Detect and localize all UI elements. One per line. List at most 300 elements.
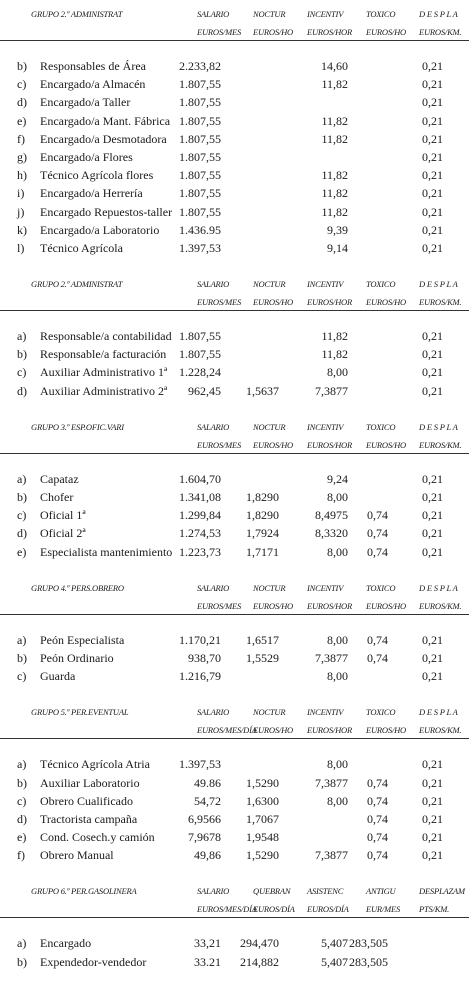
column-header: QUEBRAN <box>253 886 291 897</box>
row-value: 0,21 <box>422 168 443 183</box>
row-value: 8,00 <box>327 632 348 647</box>
row-value: 1.807,55 <box>179 186 221 201</box>
row-value: 8,4975 <box>315 508 348 523</box>
column-header: SALARIO <box>197 421 230 432</box>
row-value: 1.807,55 <box>179 131 221 146</box>
group-title: GRUPO 2.º ADMINISTRAT <box>31 9 123 19</box>
row-value: 0,21 <box>422 490 443 504</box>
row-value: 0,21 <box>422 131 443 146</box>
table-row <box>0 345 469 363</box>
group-header <box>0 270 469 314</box>
row-letter: d) <box>17 383 27 398</box>
column-unit: EUROS/KM. <box>419 725 462 736</box>
spacer <box>0 864 469 877</box>
column-unit: EUROS/HO <box>366 600 406 611</box>
row-value: 8,00 <box>327 793 348 808</box>
group-section <box>0 698 469 877</box>
table-row <box>0 953 469 971</box>
column-header: D E S P L A <box>419 279 458 290</box>
row-value: 49.86 <box>194 775 221 790</box>
row-value: 1.807,55 <box>179 329 221 344</box>
row-category: Auxiliar Administrativo 1ª <box>40 365 168 380</box>
column-unit: EUROS/DÍA <box>253 904 295 915</box>
row-category: Técnico Agrícola Atria <box>40 757 150 772</box>
row-category: Peón Especialista <box>40 632 125 647</box>
spacer <box>0 921 469 934</box>
header-rule <box>0 917 469 918</box>
row-value: 49,86 <box>194 848 221 863</box>
column-unit: EUROS/KM. <box>419 439 462 450</box>
row-value: 11,82 <box>321 77 348 92</box>
table-row <box>0 631 469 649</box>
row-value: 1.299,84 <box>179 508 221 523</box>
row-value: 0,21 <box>422 526 443 541</box>
column-header: TOXICO <box>366 421 396 432</box>
table-row <box>0 792 469 810</box>
row-letter: a) <box>17 757 27 772</box>
row-category: Encargado/a Almacén <box>40 77 146 92</box>
column-header: INCENTIV <box>307 421 344 432</box>
spacer <box>0 561 469 574</box>
row-value: 8,00 <box>327 757 348 772</box>
row-value: 33,21 <box>194 936 221 951</box>
column-unit: EUROS/HOR <box>307 27 352 37</box>
row-category: Auxiliar Laboratorio <box>40 775 140 790</box>
table-row <box>0 543 469 561</box>
group-header <box>0 413 469 457</box>
group-header <box>0 698 469 742</box>
group-section <box>0 0 469 270</box>
row-value: 11,82 <box>321 113 348 128</box>
row-value: 1,5529 <box>246 650 279 665</box>
row-value: 8,00 <box>327 544 348 559</box>
header-rule <box>0 453 469 454</box>
row-value: 0,21 <box>422 383 443 398</box>
column-header: D E S P L A <box>419 9 458 19</box>
column-unit: EUROS/HOR <box>307 439 352 450</box>
column-unit: EUROS/HOR <box>307 297 352 308</box>
row-value: 5,407 <box>321 954 348 969</box>
row-value: 11,82 <box>321 347 348 362</box>
column-header: TOXICO <box>366 582 396 593</box>
row-value: 8,00 <box>327 365 348 380</box>
row-letter: b) <box>17 954 27 969</box>
column-unit: EUROS/MES/DÍA <box>197 725 257 736</box>
row-category: Tractorista campaña <box>40 811 138 826</box>
row-value: 0,74 <box>367 508 388 523</box>
row-value: 0,74 <box>367 650 388 665</box>
column-header: D E S P L A <box>419 421 458 432</box>
column-unit: EUROS/HOR <box>307 725 352 736</box>
table-row <box>0 382 469 400</box>
group-section <box>0 877 469 983</box>
table-row <box>0 130 469 148</box>
header-rule <box>0 40 469 41</box>
group-section <box>0 574 469 699</box>
table-row <box>0 148 469 166</box>
row-letter: c) <box>17 508 27 523</box>
column-header: D E S P L A <box>419 707 458 718</box>
row-value: 0,21 <box>422 757 443 772</box>
row-value: 1.274,53 <box>179 526 221 541</box>
table-row <box>0 327 469 345</box>
row-value: 0,21 <box>422 793 443 808</box>
row-category: Auxiliar Administrativo 2ª <box>40 383 168 398</box>
column-header: ASISTENC <box>307 886 344 897</box>
spacer <box>0 314 469 327</box>
column-unit: EUROS/HO <box>253 725 293 736</box>
row-value: 1,6300 <box>246 793 279 808</box>
row-category: Encargado <box>40 936 92 951</box>
column-unit: EUROS/MES <box>197 297 241 308</box>
column-header: TOXICO <box>366 707 396 718</box>
row-value: 0,21 <box>422 329 443 344</box>
row-value: 7,9678 <box>188 830 221 845</box>
row-letter: g) <box>17 149 27 164</box>
table-row <box>0 184 469 202</box>
column-header: SALARIO <box>197 279 230 290</box>
column-header: SALARIO <box>197 886 230 897</box>
row-letter: e) <box>17 544 27 559</box>
row-value: 0,74 <box>367 811 388 826</box>
row-value: 1.807,55 <box>179 95 221 110</box>
row-value: 0,21 <box>422 544 443 559</box>
row-category: Chofer <box>40 490 74 504</box>
row-value: 962,45 <box>188 383 221 398</box>
row-value: 0,74 <box>367 526 388 541</box>
column-unit: EUROS/HO <box>366 725 406 736</box>
table-row <box>0 470 469 488</box>
row-letter: j) <box>17 204 25 219</box>
row-letter: k) <box>17 222 27 237</box>
row-letter: c) <box>17 77 27 92</box>
column-unit: EUROS/HOR <box>307 600 352 611</box>
row-letter: e) <box>17 113 27 128</box>
row-value: 0,21 <box>422 149 443 164</box>
row-value: 1.436.95 <box>179 222 221 237</box>
row-letter: a) <box>17 471 27 486</box>
row-category: Responsable/a contabilidad <box>40 329 172 344</box>
row-value: 1.170,21 <box>179 632 221 647</box>
row-value: 0,21 <box>422 186 443 201</box>
row-value: 1,9548 <box>246 830 279 845</box>
row-value: 0,21 <box>422 632 443 647</box>
column-header: NOCTUR <box>253 9 286 19</box>
row-value: 0,21 <box>422 471 443 486</box>
row-value: 1,8290 <box>246 508 279 523</box>
column-header: ANTIGU <box>366 886 396 897</box>
column-unit: EUROS/KM. <box>419 600 462 611</box>
header-rule <box>0 738 469 739</box>
row-value: 1,7067 <box>246 811 279 826</box>
row-value: 1,7924 <box>246 526 279 541</box>
spacer <box>0 685 469 698</box>
row-value: 1.807,55 <box>179 77 221 92</box>
row-value: 11,82 <box>321 186 348 201</box>
row-category: Expendedor-vendedor <box>40 954 147 969</box>
row-value: 14,60 <box>321 59 348 73</box>
column-unit: EUROS/HO <box>253 27 293 37</box>
row-category: Guarda <box>40 669 76 684</box>
header-rule <box>0 310 469 311</box>
row-value: 33.21 <box>194 954 221 969</box>
row-value: 0,21 <box>422 365 443 380</box>
row-value: 283,505 <box>349 936 388 951</box>
column-header: NOCTUR <box>253 707 286 718</box>
group-header <box>0 574 469 618</box>
row-value: 283,505 <box>349 954 388 969</box>
group-header <box>0 0 469 44</box>
row-value: 0,74 <box>367 848 388 863</box>
row-value: 9,14 <box>327 240 348 255</box>
column-unit: EUROS/HO <box>366 439 406 450</box>
row-value: 1,5637 <box>246 383 279 398</box>
table-row <box>0 221 469 239</box>
row-value: 0,74 <box>367 775 388 790</box>
group-title: GRUPO 2.º ADMINISTRAT <box>31 279 123 290</box>
row-value: 1.807,55 <box>179 168 221 183</box>
group-title: GRUPO 6.º PER.GASOLINERA <box>31 886 137 897</box>
table-row <box>0 846 469 864</box>
row-value: 294,470 <box>240 936 279 951</box>
column-unit: EUROS/MES/DÍA <box>197 904 257 915</box>
row-value: 1.807,55 <box>179 149 221 164</box>
row-letter: f) <box>17 131 25 146</box>
group-section <box>0 413 469 574</box>
row-category: Capataz <box>40 471 79 486</box>
row-value: 7,3877 <box>315 775 348 790</box>
row-letter: a) <box>17 936 27 951</box>
column-header: TOXICO <box>366 279 396 290</box>
row-category: Cond. Cosech.y camión <box>40 830 155 845</box>
table-row <box>0 57 469 75</box>
row-value: 9,24 <box>327 471 348 486</box>
column-header: TOXICO <box>366 9 396 19</box>
table-row <box>0 810 469 828</box>
row-category: Responsables de Área <box>40 59 146 73</box>
column-header: SALARIO <box>197 707 230 718</box>
table-row <box>0 506 469 524</box>
row-value: 0,21 <box>422 222 443 237</box>
spacer <box>0 618 469 631</box>
row-value: 1.807,55 <box>179 347 221 362</box>
row-value: 1.604,70 <box>179 471 221 486</box>
row-letter: a) <box>17 329 27 344</box>
column-header: D E S P L A <box>419 582 458 593</box>
table-row <box>0 75 469 93</box>
row-value: 1.223,73 <box>179 544 221 559</box>
column-unit: EUROS/MES <box>197 27 241 37</box>
table-row <box>0 667 469 685</box>
row-value: 0,21 <box>422 204 443 219</box>
row-value: 0,21 <box>422 830 443 845</box>
row-category: Peón Ordinario <box>40 650 114 665</box>
column-header: INCENTIV <box>307 279 344 290</box>
row-value: 7,3877 <box>315 383 348 398</box>
row-value: 8,00 <box>327 490 348 504</box>
column-header: NOCTUR <box>253 582 286 593</box>
row-category: Encargado Repuestos-taller <box>40 204 173 219</box>
row-value: 1,5290 <box>246 775 279 790</box>
row-value: 1.216,79 <box>179 669 221 684</box>
row-category: Encargado/a Taller <box>40 95 131 110</box>
table-row <box>0 93 469 111</box>
group-title: GRUPO 5.º PER.EVENTUAL <box>31 707 129 718</box>
row-value: 8,3320 <box>315 526 348 541</box>
column-unit: EUROS/HO <box>366 27 406 37</box>
row-value: 0,21 <box>422 59 443 73</box>
row-value: 0,21 <box>422 240 443 255</box>
row-letter: a) <box>17 632 27 647</box>
column-unit: EUROS/MES <box>197 600 241 611</box>
spacer <box>0 742 469 755</box>
row-letter: c) <box>17 669 27 684</box>
row-letter: b) <box>17 59 27 73</box>
row-value: 1.807,55 <box>179 204 221 219</box>
group-title: GRUPO 4.º PERS.OBRERO <box>31 582 124 593</box>
row-value: 1,5290 <box>246 848 279 863</box>
row-value: 0,21 <box>422 508 443 523</box>
row-letter: h) <box>17 168 27 183</box>
row-value: 214,882 <box>240 954 279 969</box>
row-value: 1.341,08 <box>179 490 221 504</box>
row-letter: b) <box>17 490 27 504</box>
table-row <box>0 524 469 542</box>
column-header: INCENTIV <box>307 9 344 19</box>
column-unit: EUROS/HO <box>253 600 293 611</box>
row-value: 1,7171 <box>246 544 279 559</box>
column-header: SALARIO <box>197 9 230 19</box>
column-unit: EUROS/HO <box>253 297 293 308</box>
row-category: Técnico Agrícola flores <box>40 168 154 183</box>
spacer <box>0 400 469 413</box>
column-header: SALARIO <box>197 582 230 593</box>
row-value: 1.397,53 <box>179 757 221 772</box>
table-row <box>0 363 469 381</box>
row-category: Encargado/a Flores <box>40 149 133 164</box>
table-row <box>0 828 469 846</box>
row-value: 1,8290 <box>246 490 279 504</box>
column-header: DESPLAZAM <box>419 886 465 897</box>
table-row <box>0 755 469 773</box>
row-value: 5,407 <box>321 936 348 951</box>
row-value: 0,74 <box>367 632 388 647</box>
row-category: Especialista mantenimiento <box>40 544 173 559</box>
row-value: 11,82 <box>321 204 348 219</box>
column-unit: EUROS/KM. <box>419 297 462 308</box>
column-header: NOCTUR <box>253 279 286 290</box>
row-value: 11,82 <box>321 168 348 183</box>
row-value: 2.233,82 <box>179 59 221 73</box>
row-value: 1.397,53 <box>179 240 221 255</box>
table-row <box>0 112 469 130</box>
row-category: Encargado/a Desmotadora <box>40 131 167 146</box>
column-header: INCENTIV <box>307 707 344 718</box>
table-row <box>0 203 469 221</box>
column-unit: PTS/KM. <box>419 904 450 915</box>
table-row <box>0 774 469 792</box>
row-letter: b) <box>17 650 27 665</box>
row-value: 0,74 <box>367 793 388 808</box>
row-letter: b) <box>17 347 27 362</box>
row-value: 6,9566 <box>188 811 221 826</box>
row-category: Responsable/a facturación <box>40 347 167 362</box>
column-unit: EUR/MES <box>366 904 401 915</box>
column-unit: EUROS/HO <box>253 439 293 450</box>
column-header: INCENTIV <box>307 582 344 593</box>
table-row <box>0 649 469 667</box>
row-letter: b) <box>17 775 27 790</box>
row-category: Oficial 1ª <box>40 508 86 523</box>
row-value: 7,3877 <box>315 848 348 863</box>
row-letter: c) <box>17 793 27 808</box>
row-value: 11,82 <box>321 131 348 146</box>
table-row <box>0 166 469 184</box>
row-value: 0,21 <box>422 669 443 684</box>
row-value: 1.228,24 <box>179 365 221 380</box>
row-value: 11,82 <box>321 329 348 344</box>
row-value: 0,21 <box>422 775 443 790</box>
row-value: 0,21 <box>422 77 443 92</box>
header-rule <box>0 614 469 615</box>
row-value: 9,39 <box>327 222 348 237</box>
row-value: 8,00 <box>327 669 348 684</box>
row-letter: l) <box>17 240 25 255</box>
table-row <box>0 488 469 506</box>
spacer <box>0 257 469 270</box>
spacer <box>0 457 469 470</box>
row-category: Técnico Agrícola <box>40 240 123 255</box>
row-letter: d) <box>17 526 27 541</box>
row-category: Encargado/a Laboratorio <box>40 222 160 237</box>
table-row <box>0 239 469 257</box>
row-value: 7,3877 <box>315 650 348 665</box>
row-value: 0,21 <box>422 811 443 826</box>
column-unit: EUROS/DÍA <box>307 904 349 915</box>
row-value: 938,70 <box>188 650 221 665</box>
row-value: 0,74 <box>367 544 388 559</box>
row-category: Obrero Manual <box>40 848 114 863</box>
row-letter: d) <box>17 811 27 826</box>
row-value: 0,74 <box>367 830 388 845</box>
column-unit: EUROS/KM. <box>419 27 462 37</box>
row-value: 1,6517 <box>246 632 279 647</box>
spacer <box>0 44 469 57</box>
group-title: GRUPO 3.º ESP.OFIC.VARI <box>31 421 124 432</box>
spacer <box>0 971 469 984</box>
row-value: 0,21 <box>422 113 443 128</box>
row-value: 54,72 <box>194 793 221 808</box>
row-value: 0,21 <box>422 347 443 362</box>
row-letter: e) <box>17 830 27 845</box>
row-letter: f) <box>17 848 25 863</box>
column-unit: EUROS/MES <box>197 439 241 450</box>
row-letter: c) <box>17 365 27 380</box>
row-category: Encargado/a Herrería <box>40 186 143 201</box>
group-section <box>0 270 469 413</box>
row-letter: i) <box>17 186 25 201</box>
column-unit: EUROS/HO <box>366 297 406 308</box>
group-header <box>0 877 469 921</box>
table-row <box>0 934 469 952</box>
row-category: Oficial 2ª <box>40 526 86 541</box>
row-category: Encargado/a Mant. Fábrica <box>40 113 171 128</box>
row-value: 0,21 <box>422 95 443 110</box>
row-letter: d) <box>17 95 27 110</box>
row-value: 1.807,55 <box>179 113 221 128</box>
row-category: Obrero Cualificado <box>40 793 133 808</box>
row-value: 0,21 <box>422 848 443 863</box>
